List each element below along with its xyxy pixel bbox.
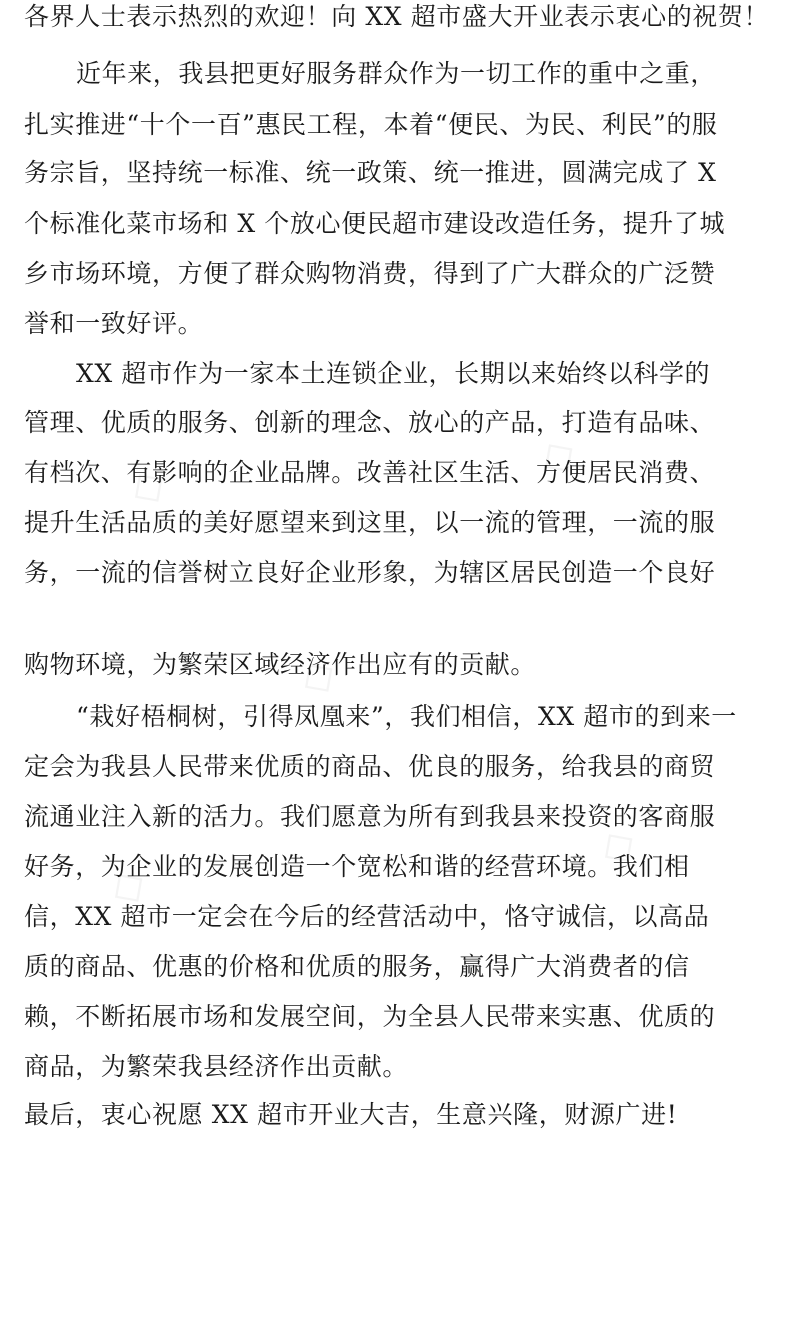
paragraph-1-line: 务宗旨，坚持统一标准、统一政策、统一推进，圆满完成了 X xyxy=(24,158,717,187)
paragraph-3-line: 好务，为企业的发展创造一个宽松和谐的经营环境。我们相 xyxy=(24,852,690,881)
closing-line: 最后，衷心祝愿 XX 超市开业大吉，生意兴隆，财源广进! xyxy=(24,1100,678,1129)
paragraph-2-line: 有档次、有影响的企业品牌。改善社区生活、方便居民消费、 xyxy=(24,458,716,487)
paragraph-3-line: 信，XX 超市一定会在今后的经营活动中，恪守诚信，以高品 xyxy=(24,902,710,931)
paragraph-2-line: 务，一流的信誉树立良好企业形象，为辖区居民创造一个良好 xyxy=(24,558,716,587)
paragraph-1-line: 乡市场环境，方便了群众购物消费，得到了广大群众的广泛赞 xyxy=(24,259,716,288)
text-line: 各界人士表示热烈的欢迎！向 XX 超市盛大开业表示衷心的祝贺！ xyxy=(24,2,770,31)
paragraph-3-line: “栽好梧桐树，引得凤凰来”，我们相信，XX 超市的到来一 xyxy=(76,702,737,731)
paragraph-3-line: 定会为我县人民带来优质的商品、优良的服务，给我县的商贸 xyxy=(24,752,716,781)
paragraph-2-line: 提升生活品质的美好愿望来到这里，以一流的管理，一流的服 xyxy=(24,508,716,537)
paragraph-3-line: 赖，不断拓展市场和发展空间，为全县人民带来实惠、优质的 xyxy=(24,1002,716,1031)
paragraph-3-line: 质的商品、优惠的价格和优质的服务，赢得广大消费者的信 xyxy=(24,952,690,981)
paragraph-2-line: 管理、优质的服务、创新的理念、放心的产品，打造有品味、 xyxy=(24,408,716,437)
paragraph-2-line: XX 超市作为一家本土连锁企业，长期以来始终以科学的 xyxy=(76,359,711,388)
paragraph-2-line: 购物环境，为繁荣区域经济作出应有的贡献。 xyxy=(24,650,537,679)
paragraph-3-line: 流通业注入新的活力。我们愿意为所有到我县来投资的客商服 xyxy=(24,802,716,831)
paragraph-1-line: 个标准化菜市场和 X 个放心便民超市建设改造任务，提升了城 xyxy=(24,209,726,238)
paragraph-1-line: 近年来，我县把更好服务群众作为一切工作的重中之重， xyxy=(76,59,717,88)
paragraph-1-line: 扎实推进“十个一百”惠民工程，本着“便民、为民、利民”的服 xyxy=(24,110,718,139)
paragraph-1-line: 誉和一致好评。 xyxy=(24,309,204,338)
paragraph-3-line: 商品，为繁荣我县经济作出贡献。 xyxy=(24,1052,409,1081)
